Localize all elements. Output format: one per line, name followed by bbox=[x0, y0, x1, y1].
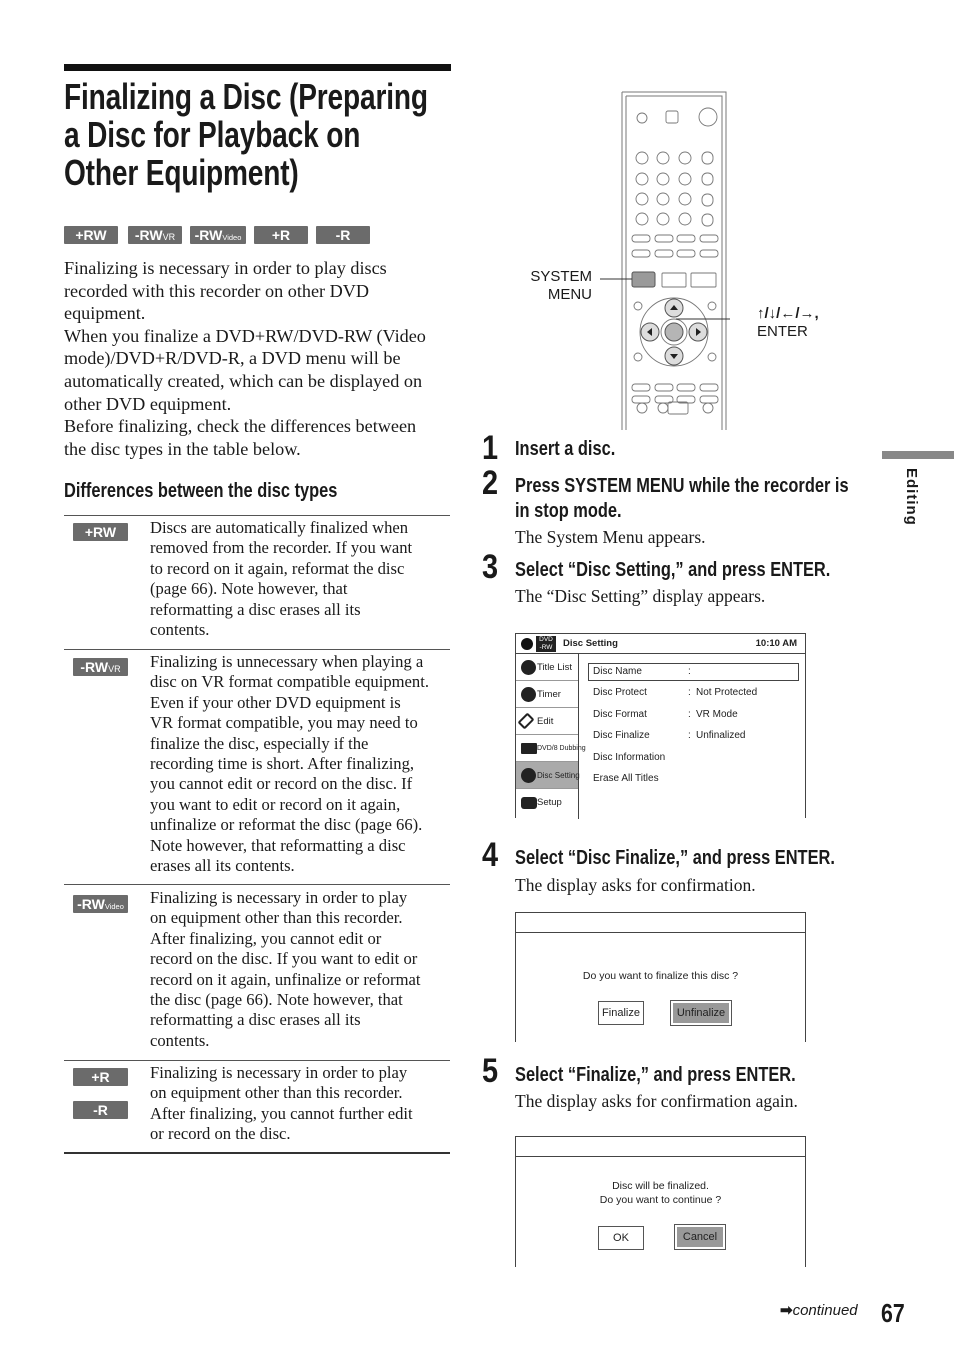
step-number-3: 3 bbox=[482, 548, 499, 586]
confirm-question: Do you want to finalize this disc ? bbox=[582, 970, 739, 982]
badge-rw-vr-sub: VR bbox=[108, 664, 121, 674]
page-title-line-2: a Disc for Playback on bbox=[64, 114, 361, 155]
menu-label: Edit bbox=[537, 716, 554, 727]
badge-plus-rw: +RW bbox=[64, 226, 118, 244]
continue-message-line-1: Disc will be finalized. bbox=[612, 1180, 709, 1192]
cell-line: reformatting a disc erases all its bbox=[150, 599, 361, 619]
step-5-description: The display asks for confirmation again. bbox=[515, 1091, 798, 1111]
disc-setting-icon bbox=[521, 768, 536, 783]
row-disc-name-colon: : bbox=[688, 666, 691, 677]
badge-rw-video-main: -RW bbox=[77, 896, 105, 912]
rw-icon-text: -RW bbox=[539, 643, 553, 651]
arrows-label: ↑/↓/←/→, bbox=[757, 305, 819, 322]
menu-item-setup[interactable] bbox=[516, 789, 578, 816]
cell-line: VR format compatible, you may need to bbox=[150, 713, 418, 733]
cell-line: record on the disc. If you want to edit or bbox=[150, 949, 418, 969]
row-disc-protect-label[interactable]: Disc Protect bbox=[593, 687, 647, 698]
menu-item-title-list[interactable] bbox=[516, 654, 578, 681]
menu-item-edit[interactable] bbox=[516, 708, 578, 735]
menu-label: Timer bbox=[537, 689, 561, 700]
title-rule bbox=[64, 64, 451, 71]
arrows-enter-label bbox=[757, 305, 819, 341]
cell-line: erases all its contents. bbox=[150, 856, 295, 875]
badge-plus-r: +R bbox=[254, 226, 308, 244]
cell-line: Finalizing is necessary in order to play bbox=[150, 1063, 408, 1082]
menu-label: Disc Setting bbox=[537, 771, 580, 780]
edit-scissors-icon bbox=[518, 713, 535, 730]
badge-rw-vr-main: -RW bbox=[80, 659, 109, 675]
step-2-heading-line-2: in stop mode. bbox=[515, 500, 622, 522]
badge-rw-video-sub: Video bbox=[104, 902, 124, 911]
intro-line-3: equipment. bbox=[64, 303, 146, 324]
row-disc-protect-value: Not Protected bbox=[696, 687, 758, 698]
system-label-line-1: SYSTEM bbox=[530, 268, 592, 285]
section-heading: Differences between the disc types bbox=[64, 480, 338, 502]
badge-minus-rw-vr bbox=[128, 226, 182, 244]
cell-line: After finalizing, you cannot further edit bbox=[150, 1103, 413, 1123]
screen-title-bar bbox=[516, 634, 805, 654]
finalize-continue-screen bbox=[515, 1136, 806, 1267]
side-tab-bar bbox=[882, 451, 954, 459]
menu-divider bbox=[578, 654, 579, 819]
table-rule-bottom bbox=[64, 1152, 450, 1154]
cell-line: you cannot edit or record on the disc. If bbox=[150, 774, 413, 794]
row-badge-minus-rw-video bbox=[73, 895, 128, 913]
step-2-description: The System Menu appears. bbox=[515, 527, 706, 547]
cell-line: on equipment other than this recorder. bbox=[150, 908, 403, 928]
menu-item-timer[interactable] bbox=[516, 681, 578, 708]
row-badge-minus-rw-vr bbox=[73, 658, 128, 676]
screen-title-bar bbox=[516, 913, 805, 933]
dvd-rw-icon bbox=[536, 636, 556, 652]
step-4-description: The display asks for confirmation. bbox=[515, 875, 756, 895]
row-erase-all-titles-label[interactable]: Erase All Titles bbox=[593, 773, 659, 784]
finalize-button[interactable]: Finalize bbox=[598, 1001, 644, 1025]
badge-rw-vr-main: -RW bbox=[134, 227, 163, 243]
system-label-line-2: MENU bbox=[547, 286, 592, 303]
side-tab-label: Editing bbox=[903, 468, 920, 526]
cell-line: record on it again, unfinalize or reformat bbox=[150, 969, 421, 989]
screen-title-bar bbox=[516, 1137, 805, 1157]
row-disc-finalize-label[interactable]: Disc Finalize bbox=[593, 730, 650, 741]
cell-line: you want to edit or record on it again, bbox=[150, 794, 401, 814]
intro-line-9: the disc types in the table below. bbox=[64, 438, 301, 459]
title-list-icon bbox=[521, 660, 536, 675]
step-number-5: 5 bbox=[482, 1052, 499, 1090]
screen-time: 10:10 AM bbox=[755, 638, 797, 649]
badge-rw-video-main: -RW bbox=[194, 227, 223, 243]
row-colon: : bbox=[688, 709, 691, 720]
step-number-1: 1 bbox=[482, 429, 499, 467]
cell-line: Finalizing is unnecessary when playing a bbox=[150, 652, 424, 671]
cell-line: Note however, that reformatting a disc bbox=[150, 835, 406, 855]
row-badge-minus-r: -R bbox=[73, 1101, 128, 1119]
remote-control-illustration bbox=[520, 88, 730, 430]
row-disc-information-label[interactable]: Disc Information bbox=[593, 752, 666, 763]
row-colon: : bbox=[688, 687, 691, 698]
step-number-4: 4 bbox=[482, 836, 499, 874]
screen-title: Disc Setting bbox=[563, 638, 618, 649]
intro-line-1: Finalizing is necessary in order to play discs bbox=[64, 258, 387, 278]
row-colon: : bbox=[688, 730, 691, 741]
menu-item-dubbing[interactable] bbox=[516, 735, 586, 762]
cancel-button[interactable]: Cancel bbox=[674, 1224, 726, 1250]
page-number: 67 bbox=[881, 1298, 905, 1328]
step-1-heading: Insert a disc. bbox=[515, 438, 616, 460]
continue-message bbox=[516, 1179, 805, 1207]
setup-toolbox-icon bbox=[521, 797, 537, 809]
cell-line: contents. bbox=[150, 620, 210, 639]
step-3-heading: Select “Disc Setting,” and press ENTER. bbox=[515, 559, 831, 581]
intro-line-7: other DVD equipment. bbox=[64, 393, 232, 414]
unfinalize-button[interactable]: Unfinalize bbox=[670, 1000, 732, 1026]
cell-line: or record on the disc. bbox=[150, 1124, 291, 1144]
cell-line: After finalizing, you cannot edit or bbox=[150, 928, 382, 948]
step-3-description: The “Disc Setting” display appears. bbox=[515, 586, 766, 606]
cell-line: recording time is short. After finalizing, bbox=[150, 754, 415, 773]
cell-line: contents. bbox=[150, 1030, 210, 1050]
menu-label: DVD/8 Dubbing bbox=[537, 745, 586, 752]
step-5-heading: Select “Finalize,” and press ENTER. bbox=[515, 1064, 796, 1086]
menu-label: Setup bbox=[537, 797, 562, 808]
arrow-right-icon: ➡ bbox=[780, 1302, 793, 1319]
timer-icon bbox=[521, 687, 536, 702]
cell-line: disc on VR format compatible equipment. bbox=[150, 672, 429, 692]
step-4-heading: Select “Disc Finalize,” and press ENTER. bbox=[515, 847, 835, 869]
intro-line-5: mode)/DVD+R/DVD-R, a DVD menu will be bbox=[64, 348, 401, 369]
row-badge-plus-r: +R bbox=[73, 1068, 128, 1086]
row-disc-format-label[interactable]: Disc Format bbox=[593, 709, 647, 720]
table-rule bbox=[64, 884, 450, 885]
ok-button[interactable]: OK bbox=[598, 1226, 644, 1250]
dubbing-icon bbox=[521, 743, 537, 754]
cell-line: Finalizing is necessary in order to play bbox=[150, 888, 408, 907]
cell-line: reformatting a disc erases all its bbox=[150, 1010, 361, 1030]
page-title-line-3: Other Equipment) bbox=[64, 152, 299, 193]
continued-note bbox=[780, 1301, 858, 1319]
cell-line: removed from the recorder. If you want bbox=[150, 538, 413, 558]
step-number-2: 2 bbox=[482, 464, 499, 502]
cell-line: to record on it again, reformat the disc bbox=[150, 558, 405, 578]
continue-message-line-2: Do you want to continue ? bbox=[599, 1194, 722, 1206]
cell-line: the disc (page 66). Note however, that bbox=[150, 990, 403, 1009]
system-menu-label bbox=[526, 268, 592, 304]
intro-line-4: When you finalize a DVD+RW/DVD-RW (Video bbox=[64, 325, 426, 346]
table-rule bbox=[64, 649, 450, 650]
table-rule-top bbox=[64, 515, 450, 516]
intro-line-8: Before finalizing, check the differences between bbox=[64, 416, 417, 437]
disc-setting-screen bbox=[515, 633, 806, 818]
row-disc-format-value: VR Mode bbox=[696, 709, 738, 720]
row-disc-finalize-value: Unfinalized bbox=[696, 730, 746, 741]
badge-rw-video-sub: Video bbox=[222, 233, 242, 242]
step-2-heading-line-1: Press SYSTEM MENU while the recorder is bbox=[515, 475, 849, 497]
disc-icon bbox=[521, 638, 533, 650]
row-disc-name-label: Disc Name bbox=[593, 666, 642, 677]
dvd-icon-text: DVD bbox=[539, 636, 553, 643]
row-badge-plus-rw: +RW bbox=[73, 523, 128, 541]
cell-line: (page 66). Note however, that bbox=[150, 579, 348, 599]
intro-line-2: recorded with this recorder on other DVD bbox=[64, 280, 370, 301]
menu-item-disc-setting[interactable] bbox=[516, 762, 578, 789]
table-rule bbox=[64, 1060, 450, 1061]
cell-line: finalize the disc, especially if the bbox=[150, 733, 369, 753]
intro-line-6: automatically created, which can be displayed on bbox=[64, 371, 423, 391]
cell-line: Even if your other DVD equipment is bbox=[150, 692, 401, 712]
continued-text: continued bbox=[792, 1302, 858, 1319]
enter-label: ENTER bbox=[757, 323, 808, 340]
badge-minus-rw-video bbox=[190, 226, 246, 244]
finalize-confirm-screen bbox=[515, 912, 806, 1042]
page-title-line-1: Finalizing a Disc (Preparing bbox=[64, 76, 428, 117]
badge-minus-r: -R bbox=[316, 226, 370, 244]
cell-line: Discs are automatically finalized when bbox=[150, 518, 409, 537]
menu-label: Title List bbox=[537, 662, 573, 673]
cell-line: unfinalize or reformat the disc (page 66). bbox=[150, 815, 423, 835]
badge-rw-vr-sub: VR bbox=[162, 232, 176, 242]
cell-line: on equipment other than this recorder. bbox=[150, 1083, 403, 1103]
